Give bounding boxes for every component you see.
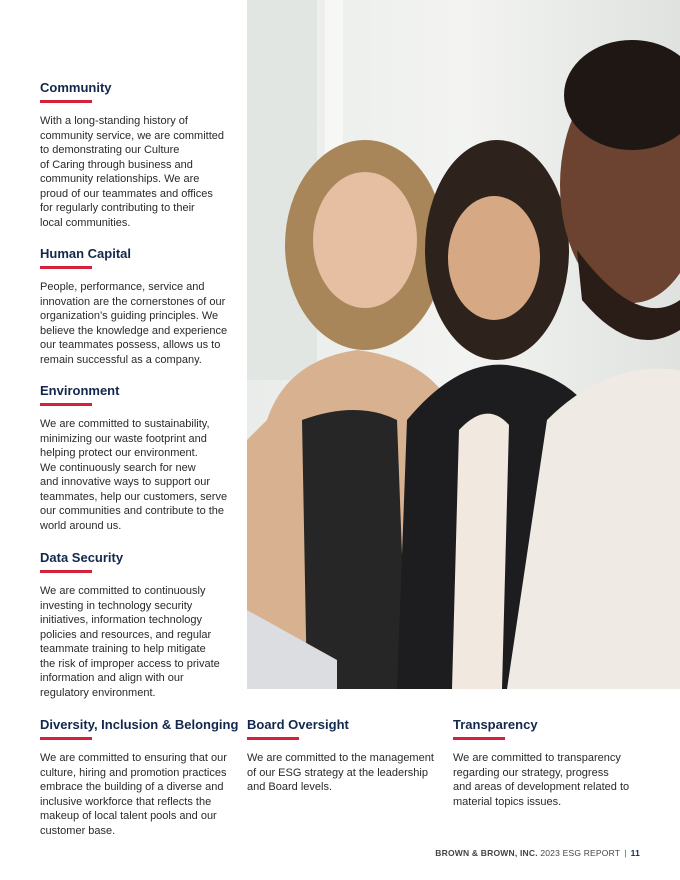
footer-report: 2023 ESG REPORT xyxy=(540,848,621,858)
board-oversight-body: We are committed to the management of our ESG strategy at the leadership and Board levels. xyxy=(247,752,434,793)
red-accent-rule xyxy=(247,737,299,740)
environment-heading: Environment xyxy=(40,383,120,398)
community-heading: Community xyxy=(40,80,112,95)
community-body: With a long-standing history of community service, we are committed to demonstrating our Culture of Caring through business and community relationships. We are proud of our teammates and offices for regularly contributing to their local communities. xyxy=(40,115,224,229)
community-section xyxy=(40,80,240,230)
red-accent-rule xyxy=(40,403,92,406)
page-footer xyxy=(435,848,640,858)
red-accent-rule xyxy=(40,100,92,103)
human-capital-section xyxy=(40,246,240,367)
human-capital-body: People, performance, service and innovation are the cornerstones of our organization’s guiding principles. We believe the knowledge and experience our teammates possess, allows us to remain successful as a company. xyxy=(40,281,228,366)
diversity-inclusion-section xyxy=(40,717,240,838)
red-accent-rule xyxy=(453,737,505,740)
footer-company: BROWN & BROWN, INC. xyxy=(435,848,538,858)
diversity-inclusion-body: We are committed to ensuring that our culture, hiring and promotion practices embrace the building of a diverse and inclusive workforce that reflects the makeup of local talent pools and our customer base. xyxy=(40,752,227,837)
transparency-section xyxy=(453,717,653,809)
transparency-body: We are committed to transparency regarding our strategy, progress and areas of development related to material topics issues. xyxy=(453,752,630,808)
data-security-heading: Data Security xyxy=(40,550,124,565)
diversity-inclusion-heading: Diversity, Inclusion & Belonging xyxy=(40,717,239,732)
data-security-section xyxy=(40,550,240,700)
board-oversight-heading: Board Oversight xyxy=(247,717,349,732)
red-accent-rule xyxy=(40,570,92,573)
environment-section xyxy=(40,383,240,533)
data-security-body: We are committed to continuously investing in technology security initiatives, information technology policies and resources, and regular teammate training to help mitigate the risk of improper access to private information and align with our regulatory environment. xyxy=(40,585,220,699)
transparency-heading: Transparency xyxy=(453,717,538,732)
environment-body: We are committed to sustainability, minimizing our waste footprint and helping protect our environment. We continuously search for new and innovative ways to support our teammates, help our customers, serve our communities and contribute to the world around us. xyxy=(40,418,228,532)
red-accent-rule xyxy=(40,266,92,269)
board-oversight-section xyxy=(247,717,447,795)
page-number: 11 xyxy=(630,848,640,858)
human-capital-heading: Human Capital xyxy=(40,246,132,261)
red-accent-rule xyxy=(40,737,92,740)
footer-separator: | xyxy=(624,848,627,858)
team-photo xyxy=(247,0,680,689)
